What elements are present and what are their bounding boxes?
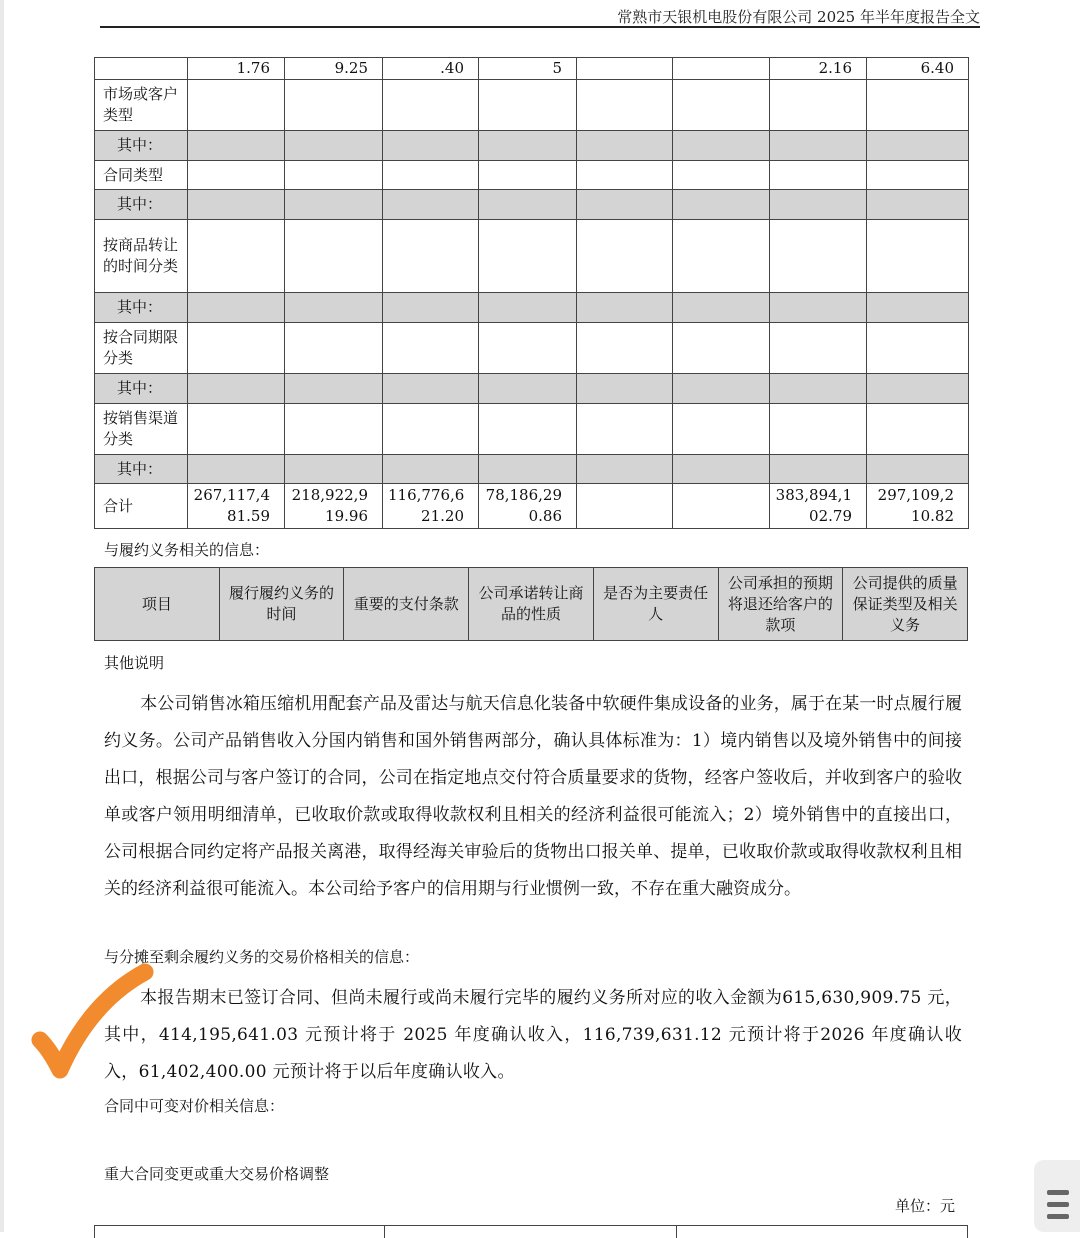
total-cell xyxy=(479,484,577,529)
table-cell xyxy=(577,58,673,80)
revenue-breakdown-table xyxy=(94,57,969,529)
obligation-table xyxy=(94,567,968,641)
table-cell: .40 xyxy=(383,58,479,80)
table-header-row xyxy=(95,568,968,641)
subcategory-label: 其中： xyxy=(95,131,188,161)
table-row xyxy=(95,323,969,374)
page-edge xyxy=(0,0,4,1232)
total-cell xyxy=(188,484,285,529)
total-cell xyxy=(383,484,479,529)
subcategory-label: 其中： xyxy=(95,374,188,404)
category-label: 市场或客户类型 xyxy=(95,80,188,131)
remaining-obligation-text: 本报告期末已签订合同、但尚未履行或尚未履行完毕的履约义务所对应的收入金额为615,630,909.75 元，其中，414,195,641.03 元预计将于 2025 年度确认收入，116,739,631.12 元预计将于2026 年度确认收入，61,402,400.00 元预计将于以后年度确认收入。 xyxy=(104,988,962,1082)
table-row xyxy=(95,131,969,161)
table-row xyxy=(95,220,969,293)
table-row xyxy=(95,404,969,455)
column-header: 公司承担的预期将退还给客户的款项 xyxy=(718,568,843,641)
checkmark-icon xyxy=(30,962,160,1087)
obligation-caption: 与履约义务相关的信息： xyxy=(104,541,270,559)
unit-label: 单位：元 xyxy=(895,1197,956,1215)
other-notes-paragraph xyxy=(104,686,962,908)
column-header: 公司提供的质量保证类型及相关义务 xyxy=(843,568,968,641)
remaining-obligation-title: 与分摊至剩余履约义务的交易价格相关的信息： xyxy=(104,948,420,966)
table-row xyxy=(95,455,969,484)
major-change-title: 重大合同变更或重大交易价格调整 xyxy=(104,1165,330,1183)
total-cell xyxy=(867,484,969,529)
variable-consideration-title: 合同中可变对价相关信息： xyxy=(104,1097,285,1115)
total-cell-line1: 267,117,4 xyxy=(193,486,270,504)
table-row xyxy=(95,161,969,190)
total-cell xyxy=(577,484,673,529)
total-cell-line2: 02.79 xyxy=(809,507,852,525)
total-cell xyxy=(770,484,867,529)
scroll-handle[interactable] xyxy=(1034,1160,1080,1232)
other-notes-text: 本公司销售冰箱压缩机用配套产品及雷达与航天信息化装备中软硬件集成设备的业务，属于在某一时点履行履约义务。公司产品销售收入分国内销售和国外销售两部分，确认具体标准为：1）境内销售以及境外销售中的间接出口，根据公司与客户签订的合同，公司在指定地点交付符合质量要求的货物，经客户签收后，并收到客户的验收单或客户领用明细清单，已收取价款或取得收款权利且相关的经济利益很可能流入；2）境外销售中的直接出口，公司根据合同约定将产品报关离港，取得经海关审验后的货物出口报关单、提单，已收取价款或取得收款权利且相关的经济利益很可能流入。本公司给予客户的信用期与行业惯例一致，不存在重大融资成分。 xyxy=(104,694,962,899)
total-cell-line2: 81.59 xyxy=(227,507,270,525)
total-cell-line1: 383,894,1 xyxy=(775,486,852,504)
subcategory-label: 其中： xyxy=(95,455,188,484)
other-notes-title: 其他说明 xyxy=(104,654,165,672)
table-row-total xyxy=(95,484,969,529)
total-cell-line2: 0.86 xyxy=(528,507,562,525)
subcategory-label: 其中： xyxy=(95,293,188,323)
table-row xyxy=(95,80,969,131)
category-label: 按销售渠道分类 xyxy=(95,404,188,455)
total-cell-line2: 10.82 xyxy=(911,507,954,525)
total-label: 合计 xyxy=(95,484,188,529)
table-cell xyxy=(95,58,188,80)
total-cell-line1: 78,186,29 xyxy=(485,486,562,504)
table-cell: 9.25 xyxy=(285,58,383,80)
table-row xyxy=(95,374,969,404)
table-row xyxy=(95,58,969,80)
column-header: 公司承诺转让商品的性质 xyxy=(469,568,594,641)
table-cell: 5 xyxy=(479,58,577,80)
column-header: 项目 xyxy=(95,568,220,641)
table-cell: 1.76 xyxy=(188,58,285,80)
total-cell-line1: 218,922,9 xyxy=(291,486,368,504)
total-cell-line2: 19.96 xyxy=(325,507,368,525)
table-row xyxy=(95,293,969,323)
total-cell-line1: 297,109,2 xyxy=(877,486,954,504)
table-cell: 2.16 xyxy=(770,58,867,80)
category-label: 按商品转让的时间分类 xyxy=(95,220,188,293)
table-cell: 6.40 xyxy=(867,58,969,80)
total-cell-line1: 116,776,6 xyxy=(388,486,465,504)
remaining-obligation-paragraph xyxy=(104,980,962,1091)
total-cell-line2: 21.20 xyxy=(421,507,464,525)
table-row xyxy=(95,190,969,220)
subcategory-label: 其中： xyxy=(95,190,188,220)
column-header: 重要的支付条款 xyxy=(344,568,469,641)
table-cell xyxy=(673,58,770,80)
column-header: 履行履约义务的时间 xyxy=(219,568,344,641)
category-label: 合同类型 xyxy=(95,161,188,190)
header-rule xyxy=(100,26,980,28)
total-cell xyxy=(673,484,770,529)
column-header: 是否为主要责任人 xyxy=(593,568,718,641)
total-cell xyxy=(285,484,383,529)
report-header: 常熟市天银机电股份有限公司 2025 年半年度报告全文 xyxy=(617,8,980,26)
category-label: 按合同期限分类 xyxy=(95,323,188,374)
